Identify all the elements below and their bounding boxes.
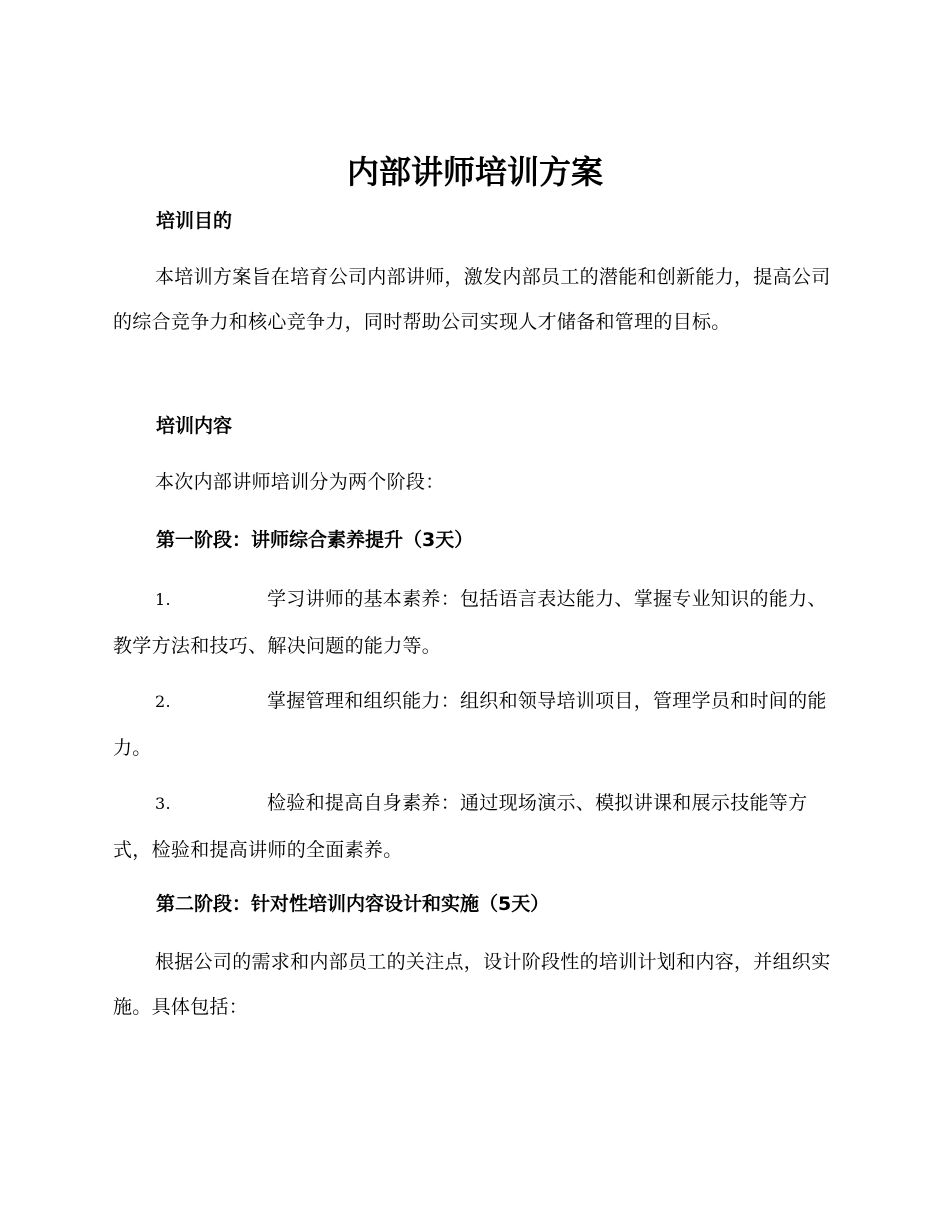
list-item-number: 2. [155, 692, 171, 711]
list-item-text: 掌握管理和组织能力：组织和领导培训项目，管理学员和时间的能力。 [113, 690, 827, 759]
content-intro-paragraph: 本次内部讲师培训分为两个阶段： [155, 471, 445, 493]
list-item-number: 1. [155, 590, 171, 609]
list-item-text: 学习讲师的基本素养：包括语言表达能力、掌握专业知识的能力、教学方法和技巧、解决问题的能力等。 [113, 588, 827, 657]
stage1-heading: 第一阶段：讲师综合素养提升（3天） [156, 529, 474, 551]
document-title: 内部讲师培训方案 [346, 153, 603, 191]
purpose-paragraph: 本培训方案旨在培育公司内部讲师，激发内部员工的潜能和创新能力，提高公司的综合竞争力和核心竞争力，同时帮助公司实现人才储备和管理的目标。 [113, 266, 831, 333]
section-heading-purpose: 培训目的 [156, 210, 233, 232]
list-item-text: 检验和提高自身素养：通过现场演示、模拟讲课和展示技能等方式，检验和提高讲师的全面素养。 [113, 792, 808, 861]
stage2-heading: 第二阶段：针对性培训内容设计和实施（5天） [156, 893, 550, 915]
list-item-number: 3. [155, 794, 171, 813]
list-item [113, 678, 833, 771]
section-heading-content: 培训内容 [156, 415, 233, 437]
list-item [113, 780, 833, 873]
stage2-paragraph: 根据公司的需求和内部员工的关注点，设计阶段性的培训计划和内容，并组织实施。具体包括： [113, 951, 831, 1018]
list-item [113, 576, 833, 669]
